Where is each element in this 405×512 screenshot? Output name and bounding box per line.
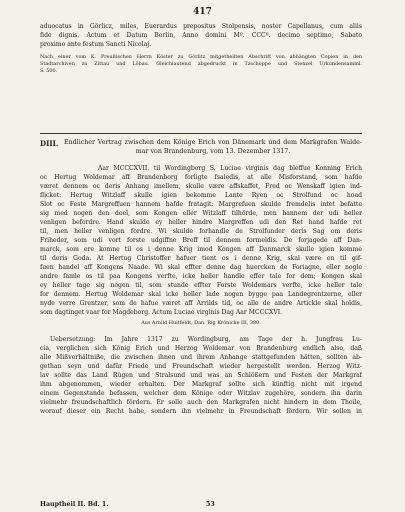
text-line: Uebersetzung: Im Jahre 1317 zu Wordingburg, am Tage der h. Jungfrau Lu- [50, 336, 362, 343]
text-line: Aar MCCCXVII. til Wordingborg S. Luciae virginis dag bleffue Konning Erich [98, 165, 362, 172]
footer-signature: 53 [206, 501, 215, 508]
text-line: som dagtinget vaar for Magdeborg. Actum Luciae virginis Dag Aar MCCCXVI. [40, 309, 283, 316]
text-line: Slot oc Feste Margreffuen hannem hafde fratagit: Margrefuen skulde fremdelis intet befatte [40, 201, 362, 208]
document-heading-line: Endlicher Vertrag zwischen dem Könige Erich von Dänemark und dem Markgrafen Walde- [64, 139, 362, 146]
page-number: 417 [193, 7, 212, 17]
document-heading-line: mar von Brandenburg, vom 13. Dezember 1317. [135, 148, 291, 155]
text-line: fide dignis. Actum et Datum Berlin, Anno domini Mº. CCCº. decimo septimo, Sabato [40, 32, 362, 39]
text-line: ey heller tage sig nogen til, som stunde effter Forste Woldemars verfte, icke heller tale [40, 282, 362, 289]
text-line: for dennem. Hertug Woldemar skal icke heller lade nogen bygge paa Landegrentzerne, eller [40, 291, 362, 298]
text-line: alle Mißverhältniße, die zwischen ihnen und ihrem Anhange stattgefunden hätten, sollten ab- [40, 354, 362, 361]
text-line: fuen handel aff Kongens Naade. Wi skal effter denne dag huercken de Foriagne, eller nogle [40, 264, 362, 271]
text-line: venligen befordre. Hand skulde ey heller hindre Margreffen udi den Ret hand hafde ret [40, 219, 362, 226]
document-number: DIII. [40, 139, 59, 148]
note-line: Nach einer vom K. Preußischen Herrn Köster zu Görlitz mitgetheilten Abschrift von abhängten Copien in den [40, 54, 362, 60]
text-line: lav sollte das Land Rügen und Stralsund und was an Schlößern und Festen der Markgraf [40, 372, 362, 379]
text-line: vielmehr freundschaftlich fördern. Er solle auch den Markgrafen nicht hindern in dem Theile, [40, 399, 362, 406]
text-line: været dennem oc deris Anhang imellem, skulle være affskaffet, Fred oc Wenskaff igien ind- [40, 183, 362, 190]
text-line: aduocatus in Görlicz, miles, Euerardus prepositus Stolpensis, noster Capellanus, cum aliis [40, 23, 362, 30]
text-line: andre famle os til paa Kongens verfte, icke heller handle effer tale for dem; Kongen skal [40, 273, 362, 280]
text-line: cia, verglichen sich König Erich und Herzog Woldemar von Brandenburg endlich also, daß [40, 345, 362, 352]
text-line: nyde verre Grentzer, som de hafue været aff Arrilds tid, oc alle de andre Artickle skal holdis, [40, 300, 362, 307]
text-line: til deris Goda. At Hertug Christoffer hafuer tient os i denne Krig, skal være en til gif- [40, 255, 362, 262]
text-line: marck, som ere komne til os i denne Krig imod Kongen aff Danmarck skulle igien komme [40, 246, 362, 253]
text-line: flicket: Hertug Witzlaff skulle igien bekomme Lante Ryen oc Strolfund oc hoad [40, 192, 362, 199]
footer-volume: Hauptheil II. Bd. 1. [40, 501, 109, 508]
source-citation: Aus Arnild Huitfeldt, Dan. Rig Krönicke III, 380. [141, 320, 261, 326]
text-line: sig med nogen den deel, som Kongen eller Witzlaff tilhörde, men hannem der udi heller [40, 210, 362, 217]
text-line: ihm abgenommen, wieder erhalten. Der Markgraf sollte sich künftig nicht mit irgend [40, 381, 362, 388]
text-line: Friheder, som udi vort forste udgiffne Breff til dennem formeldis. De forjagede aff Dan- [40, 237, 362, 244]
text-line: proximo ante festum Sancti Nicolaj. [40, 41, 152, 48]
section-divider [40, 133, 362, 134]
text-line: einem Gegenstande befassen, welcher dem Könige oder Witzlav zugehöre, sondern ihn darin [40, 390, 362, 397]
note-line: S. 500. [40, 68, 58, 74]
text-line: oc Hertug Woldemar aff Brandenborg forligte fsaledis, at alle Misforstand, som hafde [40, 174, 362, 181]
note-line: Stadtarchiven zu Zittau und Löbau. Gleichlautend abgedruckt in Tzschoppe und Stenzel Urkundensamml. [40, 61, 362, 67]
text-line: worauf dieser ein Recht habe, sondern ihn vielmehr in Freundschaft fördern. Wir sollen in [40, 408, 362, 415]
text-line: til, men heller venligen fordre. Wi skulde forhandle de Strolfunder deris Sag om deris [40, 228, 362, 235]
text-line: gethan seyn und dafür Friede und Freundschaft wieder hergestellt werden. Herzog Witz- [40, 363, 362, 370]
